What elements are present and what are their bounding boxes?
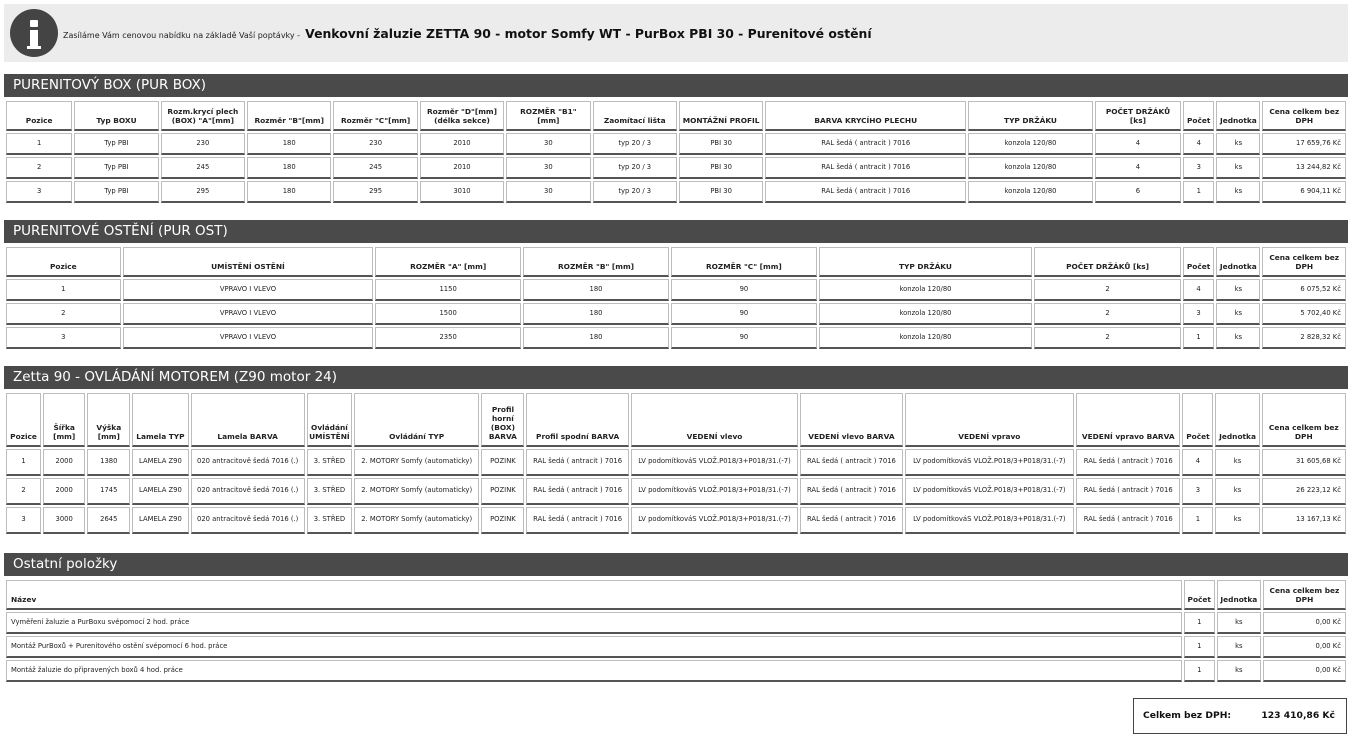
table-cell: konzola 120/80 [968, 133, 1093, 155]
table-cell: 2000 [43, 449, 85, 476]
table-cell: 4 [1182, 449, 1213, 476]
table-cell: 180 [523, 327, 669, 349]
table-cell: 1 [1183, 327, 1214, 349]
table-cell: 3. STŘED [307, 478, 352, 505]
table-cell: ks [1217, 636, 1261, 658]
table-cell: 1 [6, 133, 72, 155]
table-cell: ks [1216, 181, 1260, 203]
info-icon [10, 9, 58, 57]
pur-ost-table [4, 245, 1348, 351]
table-cell: 3 [6, 327, 121, 349]
table-cell: LAMELA Z90 [132, 507, 188, 534]
table-header-row [6, 580, 1346, 610]
table-cell: RAL šedá ( antracit ) 7016 [800, 478, 902, 505]
table-cell: 2 [1034, 303, 1181, 325]
section-title-other: Ostatní položky [4, 553, 1348, 576]
column-header: VEDENÍ vlevo BARVA [800, 393, 902, 447]
table-row [6, 133, 1346, 155]
table-cell: LAMELA Z90 [132, 478, 188, 505]
column-header: Jednotka [1217, 580, 1261, 610]
total-label: Celkem bez DPH: [1143, 710, 1232, 721]
column-header: ROZMĚR "A" [mm] [375, 247, 521, 277]
table-cell: LAMELA Z90 [132, 449, 188, 476]
other-items-table [4, 578, 1348, 684]
table-cell: PBI 30 [679, 133, 763, 155]
table-cell: 2350 [375, 327, 521, 349]
table-cell: 13 244,82 Kč [1262, 157, 1346, 179]
column-header: Lamela TYP [132, 393, 188, 447]
column-header: TYP DRŽÁKU [819, 247, 1032, 277]
column-header: Cena celkem bez DPH [1263, 580, 1346, 610]
table-cell: ks [1216, 279, 1260, 301]
table-row [6, 181, 1346, 203]
table-cell: typ 20 / 3 [593, 157, 677, 179]
column-header: Jednotka [1215, 393, 1259, 447]
table-cell: LV podomítkováS VLOŽ.P018/3+P018/31.(-7) [905, 507, 1075, 534]
column-header: Šířka [mm] [43, 393, 85, 447]
offer-intro: Zasíláme Vám cenovou nabídku na základě Vaší poptávky - [63, 31, 301, 40]
table-cell: LV podomítkováS VLOŽ.P018/3+P018/31.(-7) [631, 449, 799, 476]
table-cell: 1 [1183, 181, 1214, 203]
section-title-pur-box: PURENITOVÝ BOX (PUR BOX) [4, 74, 1348, 97]
table-cell: 1 [6, 449, 41, 476]
column-header: Rozm.krycí plech (BOX) "A"[mm] [161, 101, 245, 131]
table-cell: 3000 [43, 507, 85, 534]
table-cell: 4 [1095, 157, 1181, 179]
table-cell: 230 [333, 133, 417, 155]
table-header-row [6, 101, 1346, 131]
table-cell: Vyměření žaluzie a PurBoxu svépomocí 2 hod. práce [6, 612, 1182, 634]
column-header: UMÍSTĚNÍ OSTĚNÍ [123, 247, 374, 277]
column-header: Rozměr "C"[mm] [333, 101, 417, 131]
table-cell: 2 828,32 Kč [1262, 327, 1346, 349]
table-cell: ks [1216, 303, 1260, 325]
column-header: VEDENÍ vpravo BARVA [1076, 393, 1180, 447]
offer-title: Venkovní žaluzie ZETTA 90 - motor Somfy WT - PurBox PBI 30 - Purenitové ostění [305, 26, 872, 41]
column-header: POČET DRŽÁKŮ [ks] [1034, 247, 1181, 277]
table-cell: 020 antracitově šedá 7016 (.) [191, 507, 305, 534]
table-row [6, 478, 1346, 505]
table-cell: 2 [1034, 279, 1181, 301]
table-cell: RAL šedá ( antracit ) 7016 [526, 449, 628, 476]
table-row [6, 157, 1346, 179]
table-cell: 1500 [375, 303, 521, 325]
table-cell: 2 [6, 303, 121, 325]
table-cell: 3 [1183, 303, 1214, 325]
column-header: Výška [mm] [87, 393, 130, 447]
table-cell: 2. MOTORY Somfy (automaticky) [354, 449, 479, 476]
column-header: Cena celkem bez DPH [1262, 393, 1346, 447]
table-cell: 3 [1183, 157, 1214, 179]
table-row [6, 507, 1346, 534]
table-cell: 0,00 Kč [1263, 636, 1346, 658]
column-header: VEDENÍ vlevo [631, 393, 799, 447]
column-header: Jednotka [1216, 247, 1260, 277]
table-cell: 4 [1095, 133, 1181, 155]
table-cell: 1150 [375, 279, 521, 301]
table-cell: 1745 [87, 478, 130, 505]
table-cell: 1 [1184, 636, 1215, 658]
table-row [6, 449, 1346, 476]
table-cell: RAL šedá ( antracit ) 7016 [765, 181, 966, 203]
table-cell: Typ PBI [74, 181, 158, 203]
table-cell: 2 [6, 157, 72, 179]
offer-header-text [63, 4, 872, 62]
table-row [6, 303, 1346, 325]
table-row [6, 612, 1346, 634]
table-cell: POZINK [481, 478, 524, 505]
column-header: Počet [1184, 580, 1215, 610]
table-cell: 3 [6, 507, 41, 534]
table-cell: LV podomítkováS VLOŽ.P018/3+P018/31.(-7) [631, 507, 799, 534]
table-cell: 295 [333, 181, 417, 203]
table-cell: 230 [161, 133, 245, 155]
table-cell: 3010 [420, 181, 504, 203]
table-cell: 3. STŘED [307, 507, 352, 534]
table-cell: ks [1217, 612, 1261, 634]
table-cell: 3 [6, 181, 72, 203]
table-cell: 180 [247, 133, 331, 155]
table-cell: 020 antracitově šedá 7016 (.) [191, 449, 305, 476]
column-header: Počet [1182, 393, 1213, 447]
table-cell: 3. STŘED [307, 449, 352, 476]
table-cell: LV podomítkováS VLOŽ.P018/3+P018/31.(-7) [905, 449, 1075, 476]
table-cell: 180 [247, 157, 331, 179]
column-header: ROZMĚR "C" [mm] [671, 247, 817, 277]
table-cell: 90 [671, 279, 817, 301]
table-cell: 2 [6, 478, 41, 505]
table-cell: ks [1216, 157, 1260, 179]
column-header: Zaomítací lišta [593, 101, 677, 131]
table-cell: 1 [1184, 612, 1215, 634]
column-header: Ovládání UMÍSTĚNÍ [307, 393, 352, 447]
table-row [6, 279, 1346, 301]
column-header: Pozice [6, 393, 41, 447]
table-cell: ks [1215, 507, 1259, 534]
motor-table [4, 391, 1348, 536]
column-header: Lamela BARVA [191, 393, 305, 447]
table-cell: RAL šedá ( antracit ) 7016 [800, 449, 902, 476]
table-cell: ks [1216, 327, 1260, 349]
table-cell: 020 antracitově šedá 7016 (.) [191, 478, 305, 505]
total-value: 123 410,86 Kč [1261, 710, 1335, 721]
table-cell: 90 [671, 327, 817, 349]
table-cell: POZINK [481, 449, 524, 476]
table-cell: LV podomítkováS VLOŽ.P018/3+P018/31.(-7) [905, 478, 1075, 505]
column-header: Pozice [6, 247, 121, 277]
table-cell: RAL šedá ( antracit ) 7016 [765, 157, 966, 179]
table-cell: 31 605,68 Kč [1262, 449, 1346, 476]
table-cell: 2645 [87, 507, 130, 534]
table-cell: 1 [6, 279, 121, 301]
table-cell: RAL šedá ( antracit ) 7016 [526, 478, 628, 505]
table-cell: 245 [333, 157, 417, 179]
table-cell: RAL šedá ( antracit ) 7016 [1076, 478, 1180, 505]
table-cell: typ 20 / 3 [593, 181, 677, 203]
table-cell: 2010 [420, 133, 504, 155]
column-header: Cena celkem bez DPH [1262, 247, 1346, 277]
column-header: Profil spodní BARVA [526, 393, 628, 447]
table-cell: 2000 [43, 478, 85, 505]
column-header: Počet [1183, 101, 1214, 131]
column-header: ROZMĚR "B" [mm] [523, 247, 669, 277]
table-cell: 295 [161, 181, 245, 203]
column-header: Typ BOXU [74, 101, 158, 131]
table-cell: konzola 120/80 [819, 279, 1032, 301]
column-header: Cena celkem bez DPH [1262, 101, 1346, 131]
table-cell: Montáž žaluzie do připravených boxů 4 hod. práce [6, 660, 1182, 682]
table-cell: 1380 [87, 449, 130, 476]
table-cell: konzola 120/80 [968, 181, 1093, 203]
table-cell: ks [1217, 660, 1261, 682]
table-cell: 2. MOTORY Somfy (automaticky) [354, 478, 479, 505]
table-cell: 180 [247, 181, 331, 203]
table-cell: RAL šedá ( antracit ) 7016 [526, 507, 628, 534]
table-cell: 6 [1095, 181, 1181, 203]
table-cell: 17 659,76 Kč [1262, 133, 1346, 155]
table-cell: 26 223,12 Kč [1262, 478, 1346, 505]
table-cell: 2010 [420, 157, 504, 179]
table-cell: 6 904,11 Kč [1262, 181, 1346, 203]
table-cell: konzola 120/80 [968, 157, 1093, 179]
column-header: Profil horní (BOX) BARVA [481, 393, 524, 447]
table-cell: RAL šedá ( antracit ) 7016 [800, 507, 902, 534]
table-cell: 1 [1182, 507, 1213, 534]
table-header-row [6, 393, 1346, 447]
table-cell: VPRAVO I VLEVO [123, 303, 374, 325]
column-header: Název [6, 580, 1182, 610]
column-header: Jednotka [1216, 101, 1260, 131]
column-header: Rozměr "B"[mm] [247, 101, 331, 131]
column-header: POČET DRŽÁKŮ [ks] [1095, 101, 1181, 131]
table-cell: ks [1216, 133, 1260, 155]
table-cell: PBI 30 [679, 157, 763, 179]
table-cell: 30 [506, 157, 590, 179]
column-header: Pozice [6, 101, 72, 131]
table-cell: 4 [1183, 133, 1214, 155]
table-cell: konzola 120/80 [819, 303, 1032, 325]
table-cell: 30 [506, 181, 590, 203]
table-cell: Typ PBI [74, 133, 158, 155]
column-header: ROZMĚR "B1" [mm] [506, 101, 590, 131]
table-cell: PBI 30 [679, 181, 763, 203]
column-header: BARVA KRYCÍHO PLECHU [765, 101, 966, 131]
table-cell: RAL šedá ( antracit ) 7016 [1076, 507, 1180, 534]
table-cell: Typ PBI [74, 157, 158, 179]
table-cell: typ 20 / 3 [593, 133, 677, 155]
table-row [6, 660, 1346, 682]
pur-box-table [4, 99, 1348, 205]
table-cell: konzola 120/80 [819, 327, 1032, 349]
column-header: MONTÁŽNÍ PROFIL [679, 101, 763, 131]
table-cell: VPRAVO I VLEVO [123, 327, 374, 349]
table-cell: 180 [523, 303, 669, 325]
table-cell: 0,00 Kč [1263, 660, 1346, 682]
table-cell: LV podomítkováS VLOŽ.P018/3+P018/31.(-7) [631, 478, 799, 505]
table-cell: 0,00 Kč [1263, 612, 1346, 634]
column-header: VEDENÍ vpravo [905, 393, 1075, 447]
table-cell: RAL šedá ( antracit ) 7016 [765, 133, 966, 155]
section-title-pur-ost: PURENITOVÉ OSTĚNÍ (PUR OST) [4, 220, 1348, 243]
table-cell: 180 [523, 279, 669, 301]
table-cell: VPRAVO I VLEVO [123, 279, 374, 301]
table-cell: RAL šedá ( antracit ) 7016 [1076, 449, 1180, 476]
column-header: Ovládání TYP [354, 393, 479, 447]
table-cell: Montáž PurBoxů + Purenitového ostění svépomocí 6 hod. práce [6, 636, 1182, 658]
table-cell: 4 [1183, 279, 1214, 301]
table-cell: 2 [1034, 327, 1181, 349]
table-cell: 245 [161, 157, 245, 179]
table-cell: 13 167,13 Kč [1262, 507, 1346, 534]
table-cell: 90 [671, 303, 817, 325]
column-header: TYP DRŽÁKU [968, 101, 1093, 131]
table-cell: 2. MOTORY Somfy (automaticky) [354, 507, 479, 534]
table-cell: ks [1215, 449, 1259, 476]
table-row [6, 327, 1346, 349]
column-header: Počet [1183, 247, 1214, 277]
section-title-motor: Zetta 90 - OVLÁDÁNÍ MOTOREM (Z90 motor 24) [4, 366, 1348, 389]
table-cell: POZINK [481, 507, 524, 534]
column-header: Rozměr "D"[mm] (délka sekce) [420, 101, 504, 131]
table-cell: ks [1215, 478, 1259, 505]
table-cell: 5 702,40 Kč [1262, 303, 1346, 325]
table-cell: 3 [1182, 478, 1213, 505]
table-cell: 1 [1184, 660, 1215, 682]
table-header-row [6, 247, 1346, 277]
table-row [6, 636, 1346, 658]
total-box [1133, 698, 1347, 734]
offer-header [4, 4, 1348, 62]
table-cell: 30 [506, 133, 590, 155]
table-cell: 6 075,52 Kč [1262, 279, 1346, 301]
